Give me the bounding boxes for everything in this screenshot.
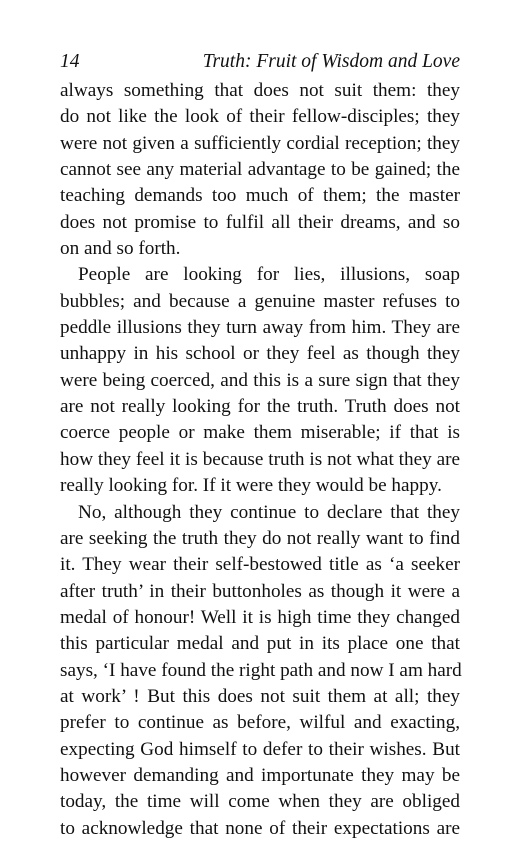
text-line: this particular medal and put in its place one that [60,633,460,655]
text-line: were being coerced, and this is a sure sign that they [60,369,460,391]
page-number: 14 [60,51,80,72]
text-line: cannot see any material advantage to be gained; the [60,159,460,181]
text-line: are not really looking for the truth. Truth does not [60,396,460,418]
text-line: No, although they continue to declare that they [78,501,460,523]
text-line: coerce people or make them miserable; if that is [60,422,460,444]
text-line: today, the time will come when they are obliged [60,791,460,813]
text-line: teaching demands too much of them; the master [60,185,460,207]
running-title: Truth: Fruit of Wisdom and Love [202,51,460,72]
text-line: on and so forth. [60,238,181,260]
text-line: do not like the look of their fellow-disciples; they [60,106,460,128]
text-line: unhappy in his school or they feel as though they [60,343,460,365]
text-line: prefer to continue as before, wilful and exacting, [60,712,460,734]
text-line: always something that does not suit them: they [60,80,460,101]
text-line: at work’ ! But this does not suit them at all; they [60,685,460,707]
text-line: how they feel it is because truth is not what they are [60,448,460,470]
text-line: People are looking for lies, illusions, soap [78,264,460,286]
text-line: are seeking the truth they do not really want to find [60,527,460,549]
text-line: really looking for. If it were they would be happy. [60,475,442,497]
text-line: peddle illusions they turn away from him. They are [60,317,460,339]
text-line: to acknowledge that none of their expectations are [60,817,460,839]
text-line: after truth’ in their buttonholes as though it were a [60,580,460,602]
book-page [60,50,460,842]
text-line: says, ‘I have found the right path and now I am hard [60,659,462,681]
text-line: however demanding and importunate they may be [60,764,460,786]
body-text [60,78,460,842]
text-line: expecting God himself to defer to their wishes. But [60,738,460,760]
text-line: does not promise to fulfil all their dreams, and so [60,211,460,233]
text-line: bubbles; and because a genuine master refuses to [60,290,460,312]
text-line: it. They wear their self-bestowed title as ‘a seeker [60,554,460,576]
running-head [60,50,460,74]
text-line: medal of honour! Well it is high time they changed [60,606,460,628]
text-line: were not given a sufficiently cordial reception; they [60,132,460,154]
